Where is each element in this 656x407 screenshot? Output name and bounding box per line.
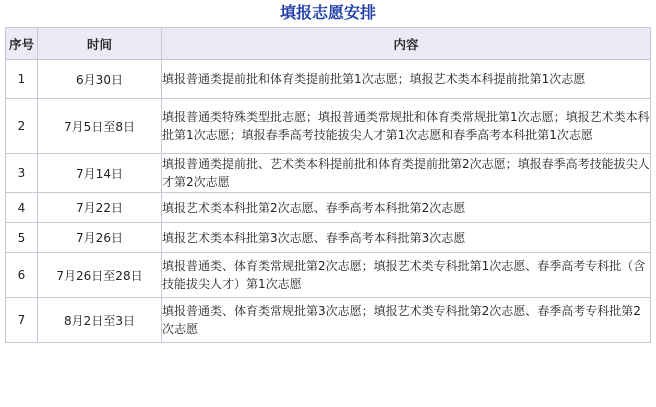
row-time: 7月14日 xyxy=(38,154,162,193)
table-header-row xyxy=(6,28,651,60)
row-number: 6 xyxy=(6,253,38,298)
row-time: 7月22日 xyxy=(38,193,162,223)
page-title: 填报志愿安排 xyxy=(279,3,376,22)
row-number: 7 xyxy=(6,298,38,343)
table-row xyxy=(6,298,651,343)
header-content: 内容 xyxy=(162,28,651,60)
row-number: 4 xyxy=(6,193,38,223)
row-number: 1 xyxy=(6,60,38,99)
row-time: 8月2日至3日 xyxy=(38,298,162,343)
row-content: 填报普通类提前批、艺术类本科提前批和体育类提前批第2次志愿；填报春季高考技能拔尖人才第2次志愿 xyxy=(162,154,651,193)
table-row xyxy=(6,60,651,99)
row-number: 2 xyxy=(6,99,38,154)
row-number: 3 xyxy=(6,154,38,193)
row-number: 5 xyxy=(6,223,38,253)
table-row xyxy=(6,154,651,193)
row-time: 7月26日至28日 xyxy=(38,253,162,298)
row-content: 填报艺术类本科批第2次志愿、春季高考本科批第2次志愿 xyxy=(162,193,651,223)
row-time: 7月5日至8日 xyxy=(38,99,162,154)
table-row xyxy=(6,223,651,253)
table-row xyxy=(6,99,651,154)
header-no: 序号 xyxy=(6,28,38,60)
row-content: 填报普通类、体育类常规批第2次志愿；填报艺术类专科批第1次志愿、春季高考专科批（含技能拔尖人才）第1次志愿 xyxy=(162,253,651,298)
table-row xyxy=(6,253,651,298)
row-time: 7月26日 xyxy=(38,223,162,253)
row-content: 填报艺术类本科批第3次志愿、春季高考本科批第3次志愿 xyxy=(162,223,651,253)
row-content: 填报普通类特殊类型批志愿；填报普通类常规批和体育类常规批第1次志愿；填报艺术类本科批第1次志愿；填报春季高考技能拔尖人才第1次志愿和春季高考本科批第1次志愿 xyxy=(162,99,651,154)
table-row xyxy=(6,193,651,223)
header-time: 时间 xyxy=(38,28,162,60)
row-content: 填报普通类、体育类常规批第3次志愿；填报艺术类专科批第2次志愿、春季高考专科批第2次志愿 xyxy=(162,298,651,343)
schedule-table xyxy=(5,27,651,343)
row-content: 填报普通类提前批和体育类提前批第1次志愿；填报艺术类本科提前批第1次志愿 xyxy=(162,60,651,99)
row-time: 6月30日 xyxy=(38,60,162,99)
